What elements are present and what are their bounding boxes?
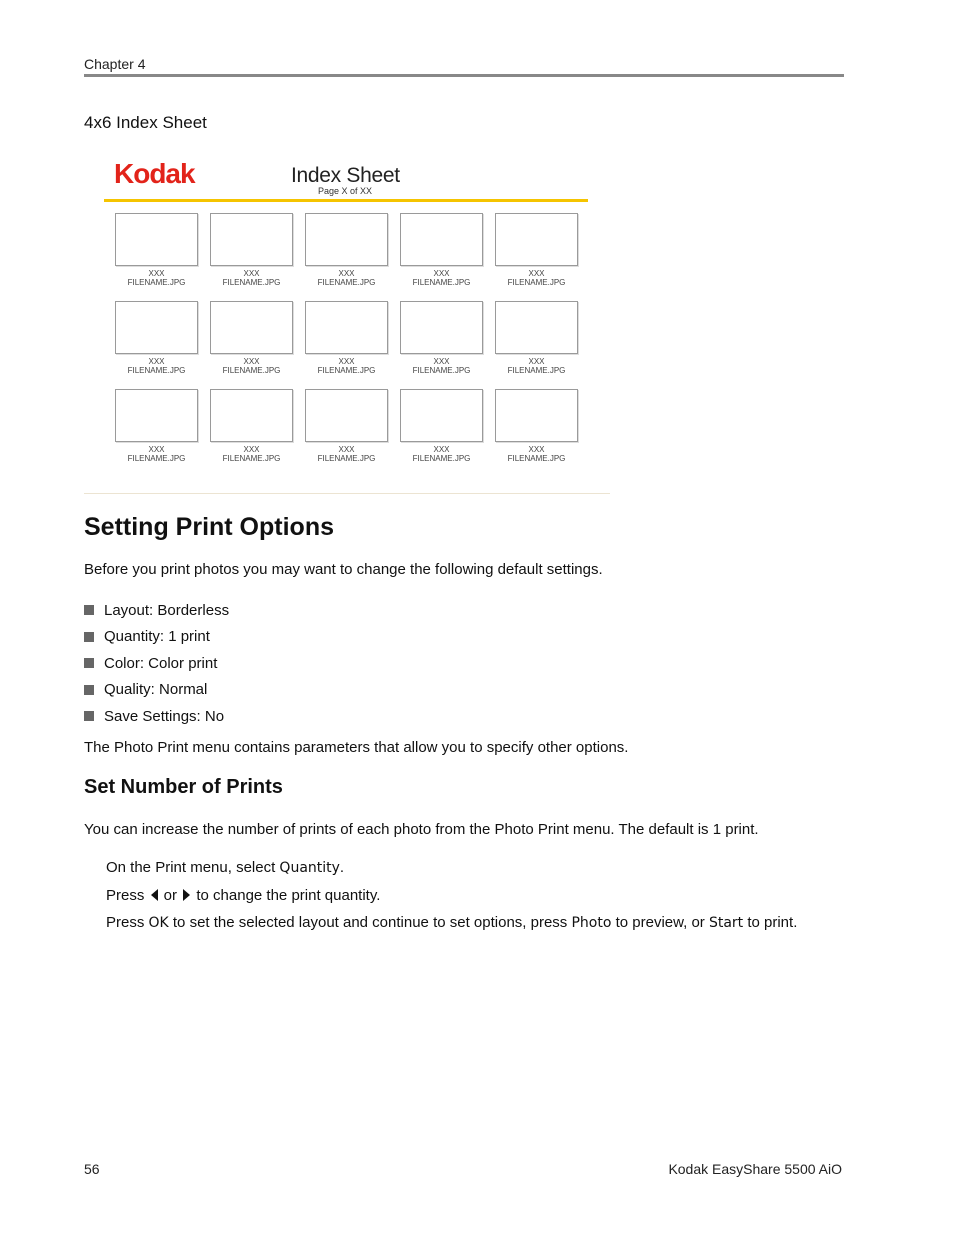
thumbnail-filename: FILENAME.JPG xyxy=(412,366,471,375)
default-settings-list xyxy=(84,597,229,730)
thumbnail-placeholder xyxy=(495,389,578,477)
thumbnail-frame xyxy=(210,213,293,266)
subsection-intro: You can increase the number of prints of each photo from the Photo Print menu. The default is 1 print. xyxy=(84,821,759,838)
thumbnail-count: XXX xyxy=(148,357,165,366)
keyword-ok: OK xyxy=(148,915,169,931)
step-2 xyxy=(106,886,826,905)
keyword-start: Start xyxy=(708,915,744,931)
thumbnail-count: XXX xyxy=(528,445,545,454)
section-intro: Before you print photos you may want to change the following default settings. xyxy=(84,561,603,578)
thumbnail-frame xyxy=(400,301,483,354)
thumbnail-placeholder xyxy=(400,389,483,477)
thumbnail-count: XXX xyxy=(528,269,545,278)
thumbnail-count: XXX xyxy=(243,445,260,454)
step-text: On the Print menu, select xyxy=(106,859,280,876)
keyword-photo: Photo xyxy=(571,915,612,931)
thumbnail-frame xyxy=(495,213,578,266)
square-bullet-icon xyxy=(84,632,94,642)
thumbnail-placeholder xyxy=(115,301,198,389)
thumbnail-count: XXX xyxy=(528,357,545,366)
thumbnail-placeholder xyxy=(210,389,293,477)
step-text: to preview, or xyxy=(611,914,709,931)
thumbnail-placeholder xyxy=(115,389,198,477)
thumbnail-placeholder xyxy=(400,301,483,389)
step-text: to set the selected layout and continue to set options, press xyxy=(168,914,572,931)
thumbnail-filename: FILENAME.JPG xyxy=(507,278,566,287)
thumbnail-frame xyxy=(305,389,388,442)
thumbnail-count: XXX xyxy=(148,269,165,278)
square-bullet-icon xyxy=(84,658,94,668)
index-sheet-figure xyxy=(84,150,610,494)
thumbnail-filename: FILENAME.JPG xyxy=(127,278,186,287)
step-text: Press xyxy=(106,914,149,931)
thumbnail-frame xyxy=(305,301,388,354)
thumbnail-frame xyxy=(115,213,198,266)
thumbnail-frame xyxy=(210,301,293,354)
thumbnail-filename: FILENAME.JPG xyxy=(127,454,186,463)
thumbnail-frame xyxy=(115,301,198,354)
thumbnail-count: XXX xyxy=(148,445,165,454)
menu-note: The Photo Print menu contains parameters that allow you to specify other options. xyxy=(84,739,629,756)
list-item xyxy=(84,703,229,730)
thumbnail-filename: FILENAME.JPG xyxy=(317,454,376,463)
thumbnail-count: XXX xyxy=(433,269,450,278)
index-sheet-title: Index Sheet xyxy=(291,164,400,187)
square-bullet-icon xyxy=(84,685,94,695)
thumbnail-placeholder xyxy=(210,301,293,389)
list-item-text: Quantity: 1 print xyxy=(104,628,210,646)
thumbnail-frame xyxy=(495,389,578,442)
square-bullet-icon xyxy=(84,605,94,615)
step-text: Press xyxy=(106,887,149,904)
chapter-label: Chapter 4 xyxy=(84,56,146,72)
step-text: . xyxy=(339,859,345,876)
product-name: Kodak EasyShare 5500 AiO xyxy=(668,1161,842,1177)
step-3 xyxy=(106,913,826,933)
thumbnail-filename: FILENAME.JPG xyxy=(317,278,376,287)
header-rule xyxy=(84,74,844,77)
left-arrow-icon xyxy=(151,889,158,901)
figure-caption: 4x6 Index Sheet xyxy=(84,113,207,132)
list-item xyxy=(84,597,229,624)
list-item xyxy=(84,650,229,677)
thumbnail-placeholder xyxy=(210,213,293,301)
subsection-title: Set Number of Prints xyxy=(84,776,283,798)
thumbnail-count: XXX xyxy=(338,269,355,278)
thumbnail-filename: FILENAME.JPG xyxy=(222,366,281,375)
list-item-text: Layout: Borderless xyxy=(104,601,230,619)
thumbnail-filename: FILENAME.JPG xyxy=(222,454,281,463)
thumbnail-count: XXX xyxy=(433,357,450,366)
keyword-quantity: Quantity xyxy=(279,860,340,876)
thumbnail-filename: FILENAME.JPG xyxy=(507,366,566,375)
list-item-text: Save Settings: No xyxy=(104,707,225,725)
yellow-rule xyxy=(104,199,588,202)
list-item xyxy=(84,624,229,651)
thumbnail-placeholder xyxy=(305,389,388,477)
thumbnail-count: XXX xyxy=(433,445,450,454)
list-item-text: Quality: Normal xyxy=(104,681,208,699)
index-sheet-subtitle: Page X of XX xyxy=(318,186,373,196)
list-item-text: Color: Color print xyxy=(104,654,218,672)
thumbnail-filename: FILENAME.JPG xyxy=(127,366,186,375)
thumbnail-count: XXX xyxy=(338,357,355,366)
thumbnail-frame xyxy=(115,389,198,442)
step-text: or xyxy=(159,887,182,904)
thumbnail-frame xyxy=(210,389,293,442)
right-arrow-icon xyxy=(183,889,190,901)
thumbnail-filename: FILENAME.JPG xyxy=(507,454,566,463)
thumbnail-frame xyxy=(400,389,483,442)
section-title: Setting Print Options xyxy=(84,513,334,541)
thumbnail-placeholder xyxy=(115,213,198,301)
thumbnail-count: XXX xyxy=(338,445,355,454)
thumbnail-filename: FILENAME.JPG xyxy=(412,278,471,287)
list-item xyxy=(84,677,229,704)
thumbnail-filename: FILENAME.JPG xyxy=(412,454,471,463)
thumbnail-grid xyxy=(115,213,578,477)
thumbnail-count: XXX xyxy=(243,357,260,366)
thumbnail-frame xyxy=(305,213,388,266)
thumbnail-filename: FILENAME.JPG xyxy=(222,278,281,287)
kodak-logo: Kodak xyxy=(114,158,195,189)
thumbnail-placeholder xyxy=(305,301,388,389)
step-text: to print. xyxy=(743,914,798,931)
step-1 xyxy=(106,858,826,878)
thumbnail-placeholder xyxy=(495,301,578,389)
thumbnail-placeholder xyxy=(305,213,388,301)
thumbnail-filename: FILENAME.JPG xyxy=(317,366,376,375)
thumbnail-frame xyxy=(400,213,483,266)
thumbnail-placeholder xyxy=(495,213,578,301)
page-number: 56 xyxy=(84,1161,100,1177)
square-bullet-icon xyxy=(84,711,94,721)
thumbnail-placeholder xyxy=(400,213,483,301)
thumbnail-frame xyxy=(495,301,578,354)
step-text: to change the print quantity. xyxy=(192,887,381,904)
thumbnail-count: XXX xyxy=(243,269,260,278)
